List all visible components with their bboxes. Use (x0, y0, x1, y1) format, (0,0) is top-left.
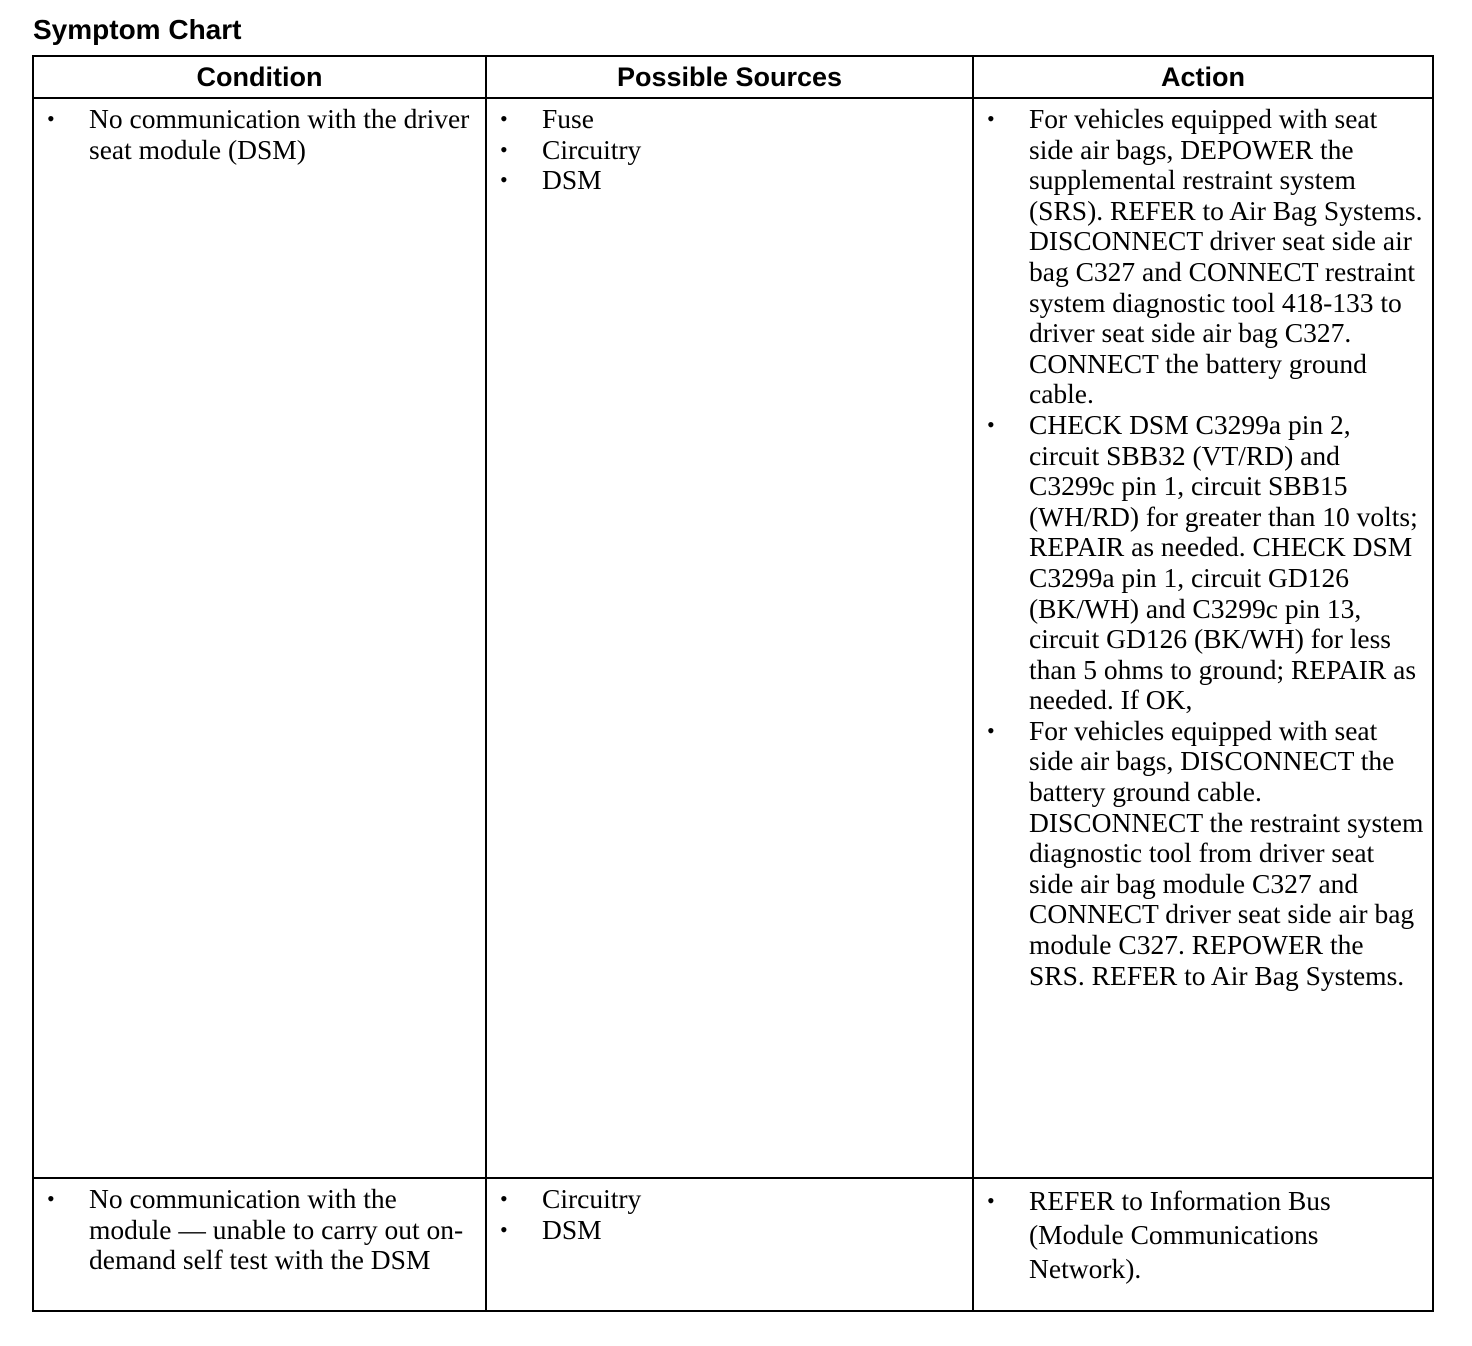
source-item: • Circuitry (487, 1184, 972, 1215)
action-item: • For vehicles equipped with seat side air bags, DEPOWER the supplemental restraint system (SRS). REFER to Air Bag Systems. DISCONNECT driver seat side air bag C327 and CONNECT restraint system diagnostic tool 418-133 to driver seat side air bag C327. CONNECT the battery ground cable. (974, 104, 1432, 410)
action-cell (973, 1178, 1433, 1311)
action-item: • For vehicles equipped with seat side air bags, DISCONNECT the battery ground cable. DISCONNECT the restraint system diagnostic tool from driver seat side air bag module C327 and CONNECT driver seat side air bag module C327. REPOWER the SRS. REFER to Air Bag Systems. (974, 716, 1432, 991)
condition-cell (33, 1178, 486, 1311)
table-row (33, 98, 1433, 1178)
action-list (974, 1179, 1432, 1286)
action-item: • CHECK DSM C3299a pin 2, circuit SBB32 (VT/RD) and C3299c pin 1, circuit SBB15 (WH/RD) for greater than 10 volts; REPAIR as needed. CHECK DSM C3299a pin 1, circuit GD126 (BK/WH) and C3299c pin 13, circuit GD126 (BK/WH) for less than 5 ohms to ground; REPAIR as needed. If OK, (974, 410, 1432, 716)
source-item: • DSM (487, 1215, 972, 1246)
table-row (33, 1178, 1433, 1311)
condition-item: • No communication with the driver seat module (DSM) (34, 104, 485, 165)
sources-cell (486, 98, 973, 1178)
action-list (974, 99, 1432, 991)
page-title: Symptom Chart (33, 14, 242, 45)
action-cell (973, 98, 1433, 1178)
sources-list (487, 99, 972, 196)
source-item: • Fuse (487, 104, 972, 135)
condition-list (34, 1179, 485, 1276)
table-header-row (33, 56, 1433, 98)
header-possible-sources: Possible Sources (486, 56, 973, 98)
header-action: Action (973, 56, 1433, 98)
sources-cell (486, 1178, 973, 1311)
condition-list (34, 99, 485, 165)
condition-item: • No communication with the module — unable to carry out on-demand self test with the DSM (34, 1184, 485, 1276)
action-item: • REFER to Information Bus (Module Communications Network). (974, 1184, 1432, 1286)
sources-list (487, 1179, 972, 1245)
source-item: • Circuitry (487, 135, 972, 166)
header-condition: Condition (33, 56, 486, 98)
symptom-chart-table (32, 55, 1434, 1312)
source-item: • DSM (487, 165, 972, 196)
condition-cell (33, 98, 486, 1178)
